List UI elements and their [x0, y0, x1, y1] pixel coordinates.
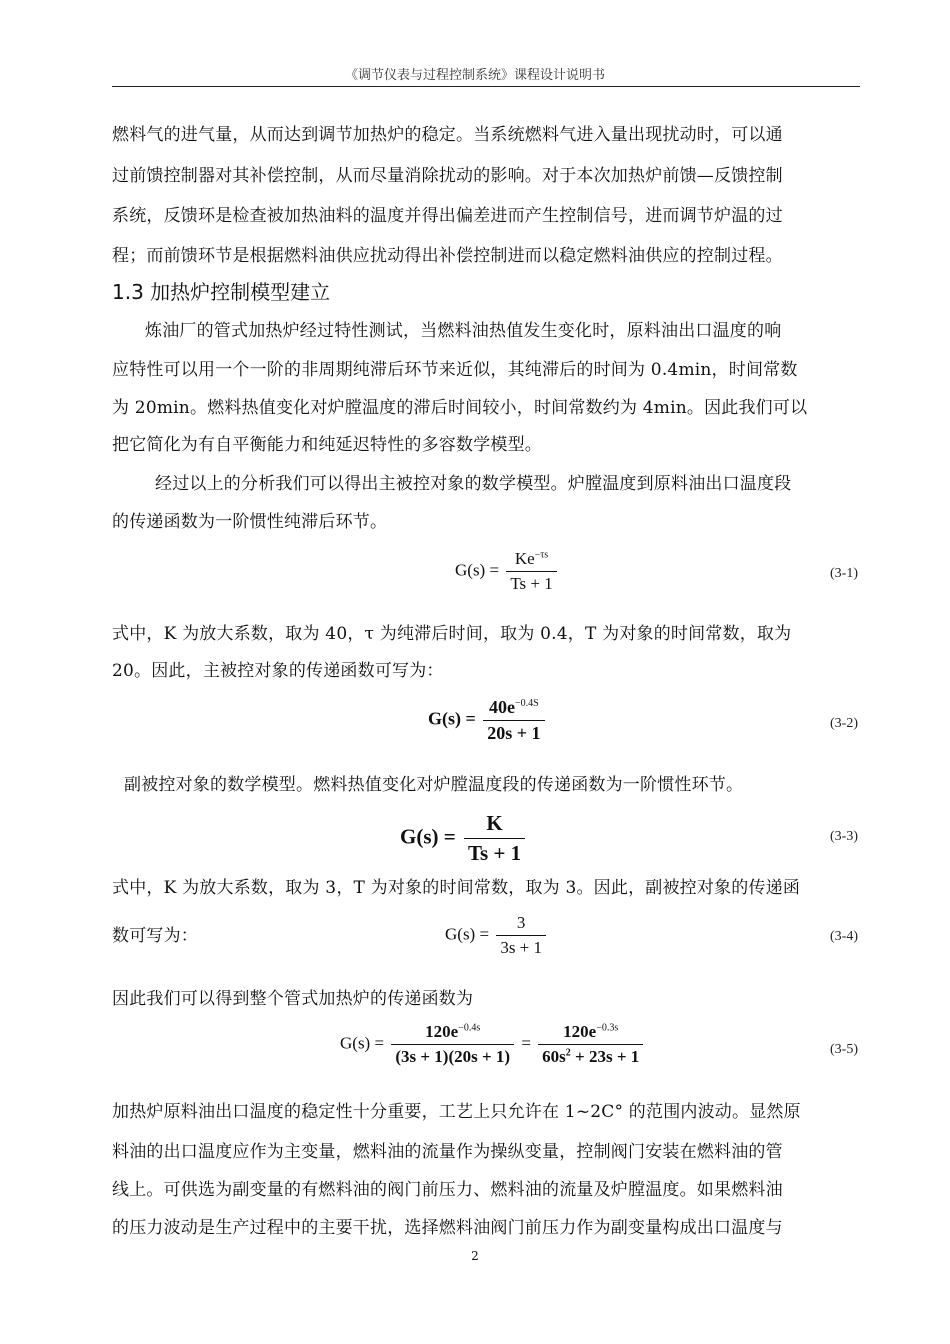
- eq5-denominator-1: (3s + 1)(20s + 1): [391, 1044, 514, 1067]
- para1-line-2: 过前馈控制器对其补偿控制，从而尽量消除扰动的影响。对于本次加热炉前馈—反馈控制: [112, 166, 783, 186]
- eq5-lhs: G(s) =: [340, 1033, 385, 1053]
- eq5-denominator-2a: 60s: [542, 1047, 566, 1066]
- para1-line-3: 系统，反馈环是检查被加热油料的温度并得出偏差进而产生控制信号，进而调节炉温的过: [112, 206, 783, 226]
- eq2-number: (3-2): [830, 716, 858, 731]
- eq5-fraction-2: [538, 1022, 643, 1067]
- eq2-denominator: 20s + 1: [483, 720, 544, 744]
- eq1-denominator: Ts + 1: [506, 571, 556, 594]
- eq1-exponent: −τs: [534, 549, 549, 561]
- eq5-denominator-exponent: 2: [565, 1047, 571, 1059]
- eq3-numerator: K: [486, 811, 503, 835]
- para4-line-2: 20。因此，主被控对象的传递函数可写为：: [112, 661, 444, 681]
- eq3-denominator: Ts + 1: [464, 838, 525, 866]
- page-number: 2: [471, 1249, 479, 1263]
- para5: 副被控对象的数学模型。燃料热值变化对炉膛温度段的传递函数为一阶惯性环节。: [124, 775, 744, 795]
- equation-3-5: [340, 1022, 646, 1067]
- eq3-lhs: G(s) =: [400, 824, 456, 849]
- eq5-numerator-2: 120e: [563, 1022, 597, 1041]
- eq2-fraction: [483, 697, 544, 744]
- eq3-number: (3-3): [830, 829, 858, 844]
- eq1-lhs: G(s) =: [455, 560, 500, 580]
- para9-line-2: 料油的出口温度应作为主变量，燃料油的流量作为操纵变量，控制阀门安装在燃料油的管: [112, 1142, 783, 1162]
- para2-line-2: 应特性可以用一个一阶的非周期纯滞后环节来近似，其纯滞后的时间为 0.4min，时间常数: [112, 360, 798, 380]
- para9-line-1: 加热炉原料油出口温度的稳定性十分重要，工艺上只允许在 1~2C° 的范围内波动。显然原: [112, 1102, 801, 1122]
- eq1-numerator: Ke: [514, 549, 535, 568]
- eq1-number: (3-1): [830, 566, 858, 581]
- eq5-fraction-1: [391, 1022, 514, 1067]
- eq2-numerator: 40e: [489, 697, 516, 717]
- eq5-numerator-1: 120e: [425, 1022, 459, 1041]
- equation-3-3: [400, 811, 528, 866]
- eq1-fraction: [506, 549, 556, 594]
- eq4-numerator: 3: [516, 913, 526, 932]
- eq5-exponent-1: −0.4s: [458, 1022, 481, 1034]
- eq2-exponent: −0.4S: [515, 698, 539, 709]
- para9-line-3: 线上。可供选为副变量的有燃料油的阀门前压力、燃料油的流量及炉膛温度。如果燃料油: [112, 1180, 783, 1200]
- para3-line-2: 的传递函数为一阶惯性纯滞后环节。: [112, 512, 388, 532]
- para2-line-3: 为 20min。燃料热值变化对炉膛温度的滞后时间较小，时间常数约为 4min。因此我们可以: [112, 398, 808, 418]
- para8: 因此我们可以得到整个管式加热炉的传递函数为: [112, 989, 474, 1009]
- page-header: 《调节仪表与过程控制系统》课程设计说明书: [344, 68, 605, 83]
- para7: 数可写为：: [112, 926, 198, 946]
- para6: 式中，K 为放大系数，取为 3，T 为对象的时间常数，取为 3。因此，副被控对象的传递函: [112, 878, 801, 898]
- header-rule: [112, 86, 860, 87]
- eq4-number: (3-4): [830, 929, 858, 944]
- eq4-fraction: [496, 913, 546, 958]
- para9-line-4: 的压力波动是生产过程中的主要干扰，选择燃料油阀门前压力作为副变量构成出口温度与: [112, 1218, 783, 1238]
- para4-line-1: 式中，K 为放大系数，取为 40，τ 为纯滞后时间，取为 0.4，T 为对象的时间常数，取为: [112, 624, 792, 644]
- eq5-denominator-2b: + 23s + 1: [570, 1047, 640, 1066]
- eq5-number: (3-5): [830, 1042, 858, 1057]
- eq4-lhs: G(s) =: [445, 924, 490, 944]
- eq4-denominator: 3s + 1: [496, 935, 546, 958]
- eq5-exponent-2: −0.3s: [596, 1022, 619, 1034]
- para1-line-4: 程；而前馈环节是根据燃料油供应扰动得出补偿控制进而以稳定燃料油供应的控制过程。: [112, 246, 783, 266]
- equation-3-1: [455, 549, 560, 594]
- para2-line-4: 把它简化为有自平衡能力和纯延迟特性的多容数学模型。: [112, 435, 542, 455]
- eq3-fraction: [464, 811, 525, 866]
- eq5-equals: =: [521, 1033, 531, 1053]
- equation-3-2: [428, 697, 548, 744]
- eq2-lhs: G(s) =: [428, 708, 476, 729]
- para2-line-1: 炼油厂的管式加热炉经过特性测试，当燃料油热值发生变化时，原料油出口温度的响: [145, 321, 782, 341]
- para1-line-1: 燃料气的进气量，从而达到调节加热炉的稳定。当系统燃料气进入量出现扰动时，可以通: [112, 125, 783, 145]
- para3-line-1: 经过以上的分析我们可以得出主被控对象的数学模型。炉膛温度到原料油出口温度段: [155, 474, 792, 494]
- equation-3-4: [445, 913, 549, 958]
- section-heading: 1.3 加热炉控制模型建立: [112, 280, 331, 304]
